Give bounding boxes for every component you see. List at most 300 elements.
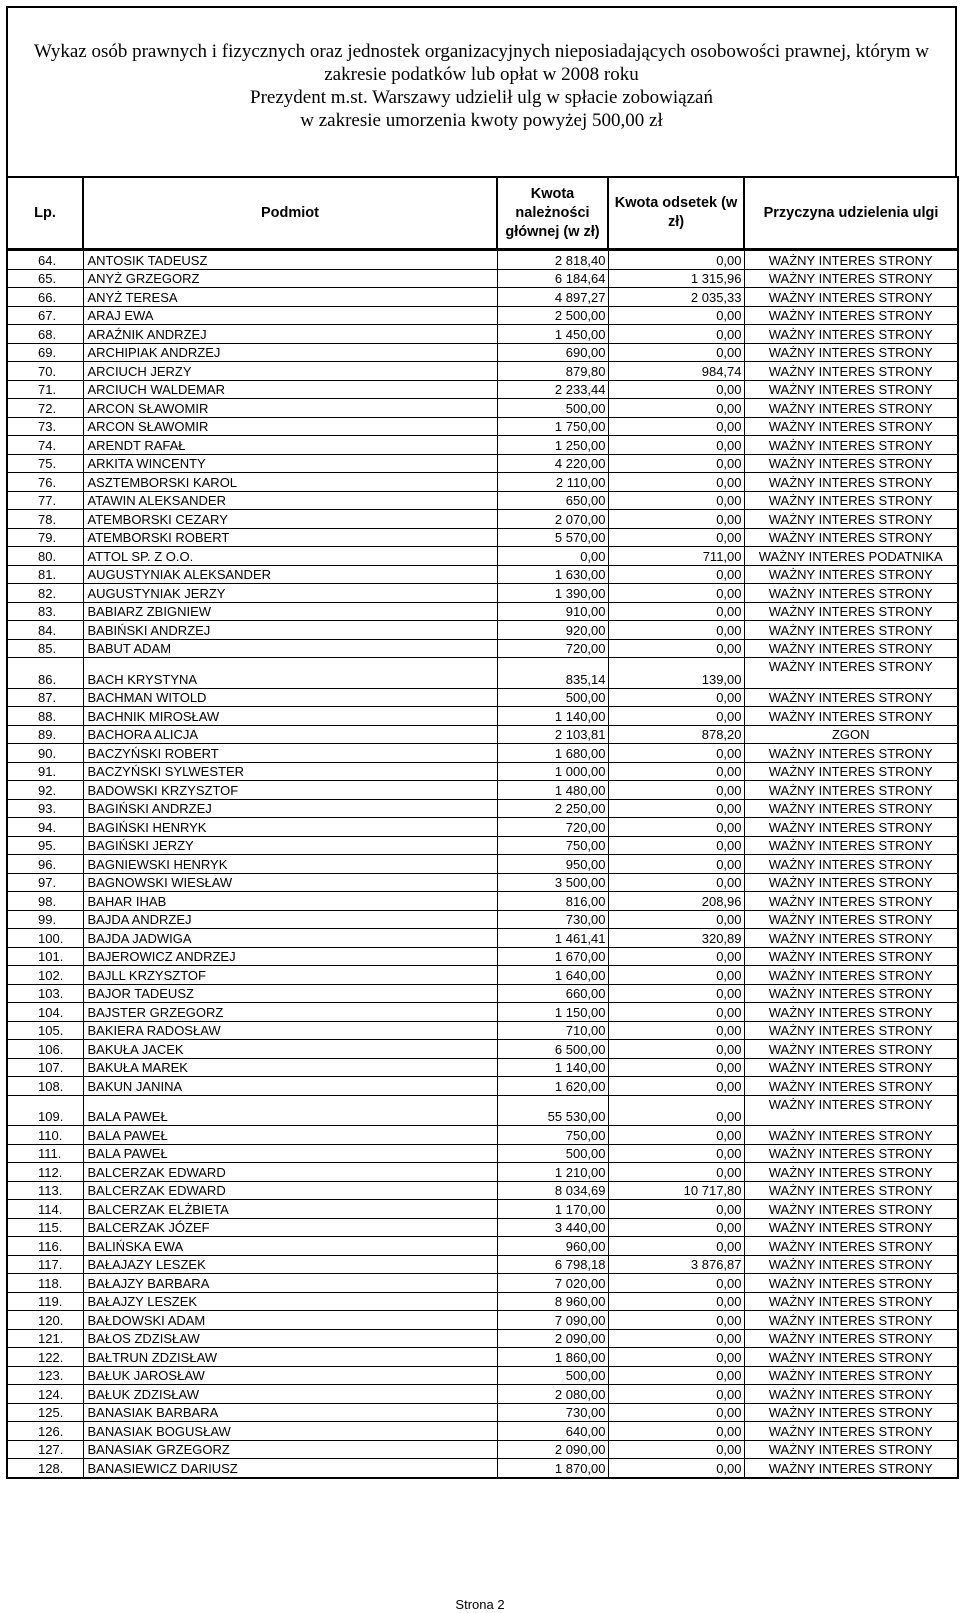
interest-amount: 0,00 <box>608 1058 744 1077</box>
relief-reason: WAŻNY INTERES STRONY <box>744 269 958 288</box>
row-number: 90. <box>7 744 83 763</box>
table-row <box>7 1440 958 1459</box>
row-number: 102. <box>7 966 83 985</box>
relief-reason: WAŻNY INTERES STRONY <box>744 343 958 362</box>
interest-amount: 0,00 <box>608 491 744 510</box>
subject-name: BACZYŃSKI SYLWESTER <box>83 762 497 781</box>
table-row <box>7 1366 958 1385</box>
row-number: 110. <box>7 1126 83 1145</box>
subject-name: BAJOR TADEUSZ <box>83 984 497 1003</box>
row-number: 79. <box>7 528 83 547</box>
principal-amount: 950,00 <box>497 855 608 874</box>
subject-name: BAKIERA RADOSŁAW <box>83 1021 497 1040</box>
principal-amount: 1 450,00 <box>497 325 608 344</box>
table-row <box>7 306 958 325</box>
table-row <box>7 436 958 455</box>
row-number: 101. <box>7 947 83 966</box>
principal-amount: 816,00 <box>497 892 608 911</box>
interest-amount: 0,00 <box>608 1095 744 1126</box>
row-number: 95. <box>7 836 83 855</box>
relief-reason: WAŻNY INTERES STRONY <box>744 1274 958 1293</box>
principal-amount: 2 233,44 <box>497 380 608 399</box>
relief-reason: WAŻNY INTERES STRONY <box>744 1311 958 1330</box>
interest-amount: 0,00 <box>608 1040 744 1059</box>
principal-amount: 2 070,00 <box>497 510 608 529</box>
relief-reason: WAŻNY INTERES STRONY <box>744 251 958 270</box>
table-row <box>7 1163 958 1182</box>
row-number: 77. <box>7 491 83 510</box>
interest-amount: 0,00 <box>608 306 744 325</box>
relief-reason: WAŻNY INTERES STRONY <box>744 1218 958 1237</box>
table-row <box>7 1237 958 1256</box>
row-number: 92. <box>7 781 83 800</box>
principal-amount: 2 080,00 <box>497 1385 608 1404</box>
interest-amount: 0,00 <box>608 1003 744 1022</box>
relief-reason: WAŻNY INTERES STRONY <box>744 584 958 603</box>
row-number: 93. <box>7 799 83 818</box>
document-page <box>6 6 957 1479</box>
interest-amount: 0,00 <box>608 1422 744 1441</box>
table-row <box>7 836 958 855</box>
relief-reason: WAŻNY INTERES STRONY <box>744 1366 958 1385</box>
table-row <box>7 565 958 584</box>
relief-reason: WAŻNY INTERES STRONY <box>744 1348 958 1367</box>
principal-amount: 1 480,00 <box>497 781 608 800</box>
row-number: 99. <box>7 910 83 929</box>
relief-reason: WAŻNY INTERES STRONY <box>744 1095 958 1126</box>
subject-name: BAGIŃSKI ANDRZEJ <box>83 799 497 818</box>
row-number: 124. <box>7 1385 83 1404</box>
row-number: 97. <box>7 873 83 892</box>
title-line-3: Prezydent m.st. Warszawy udzielił ulg w spłacie zobowiązań <box>250 87 713 108</box>
relief-reason: WAŻNY INTERES STRONY <box>744 380 958 399</box>
principal-amount: 500,00 <box>497 399 608 418</box>
interest-amount: 0,00 <box>608 818 744 837</box>
principal-amount: 7 090,00 <box>497 1311 608 1330</box>
principal-amount: 710,00 <box>497 1021 608 1040</box>
interest-amount: 0,00 <box>608 1126 744 1145</box>
table-row <box>7 417 958 436</box>
principal-amount: 4 897,27 <box>497 288 608 307</box>
interest-amount: 0,00 <box>608 1366 744 1385</box>
table-row <box>7 325 958 344</box>
subject-name: ARAŹNIK ANDRZEJ <box>83 325 497 344</box>
interest-amount: 3 876,87 <box>608 1255 744 1274</box>
interest-amount: 0,00 <box>608 621 744 640</box>
table-row <box>7 1200 958 1219</box>
subject-name: BACHMAN WITOLD <box>83 688 497 707</box>
table-row <box>7 510 958 529</box>
principal-amount: 720,00 <box>497 639 608 658</box>
interest-amount: 0,00 <box>608 1021 744 1040</box>
row-number: 68. <box>7 325 83 344</box>
row-number: 64. <box>7 251 83 270</box>
table-row <box>7 528 958 547</box>
interest-amount: 0,00 <box>608 1163 744 1182</box>
principal-amount: 1 150,00 <box>497 1003 608 1022</box>
interest-amount: 0,00 <box>608 1237 744 1256</box>
row-number: 73. <box>7 417 83 436</box>
interest-amount: 0,00 <box>608 1077 744 1096</box>
interest-amount: 984,74 <box>608 362 744 381</box>
subject-name: BAGIŃSKI HENRYK <box>83 818 497 837</box>
relief-reason: WAŻNY INTERES STRONY <box>744 947 958 966</box>
interest-amount: 0,00 <box>608 510 744 529</box>
relief-reason: WAŻNY INTERES STRONY <box>744 399 958 418</box>
interest-amount: 0,00 <box>608 528 744 547</box>
interest-amount: 0,00 <box>608 380 744 399</box>
interest-amount: 0,00 <box>608 947 744 966</box>
row-number: 117. <box>7 1255 83 1274</box>
principal-amount: 1 210,00 <box>497 1163 608 1182</box>
interest-amount: 0,00 <box>608 873 744 892</box>
relief-reason: WAŻNY INTERES STRONY <box>744 744 958 763</box>
relief-reason: WAŻNY INTERES STRONY <box>744 639 958 658</box>
table-row <box>7 621 958 640</box>
table-row <box>7 473 958 492</box>
interest-amount: 0,00 <box>608 984 744 1003</box>
principal-amount: 1 630,00 <box>497 565 608 584</box>
interest-amount: 0,00 <box>608 855 744 874</box>
row-number: 88. <box>7 707 83 726</box>
header-kwota-odsetek: Kwota odsetek (w zł) <box>608 177 744 249</box>
row-number: 103. <box>7 984 83 1003</box>
subject-name: BAGNIEWSKI HENRYK <box>83 855 497 874</box>
interest-amount: 2 035,33 <box>608 288 744 307</box>
relief-reason: WAŻNY INTERES STRONY <box>744 1003 958 1022</box>
relief-reason: WAŻNY INTERES STRONY <box>744 799 958 818</box>
table-row <box>7 799 958 818</box>
table-row <box>7 966 958 985</box>
interest-amount: 0,00 <box>608 799 744 818</box>
interest-amount: 0,00 <box>608 762 744 781</box>
title-line-1: Wykaz osób prawnych i fizycznych oraz jednostek organizacyjnych nieposiadających osobowości prawnej, którym w <box>34 41 929 62</box>
subject-name: BANASIAK BARBARA <box>83 1403 497 1422</box>
table-row <box>7 1095 958 1126</box>
title-line-4: w zakresie umorzenia kwoty powyżej 500,00 zł <box>300 110 663 131</box>
row-number: 122. <box>7 1348 83 1367</box>
table-row <box>7 1021 958 1040</box>
relief-reason: WAŻNY INTERES STRONY <box>744 855 958 874</box>
relief-reason: WAŻNY INTERES STRONY <box>744 1021 958 1040</box>
principal-amount: 690,00 <box>497 343 608 362</box>
relief-reason: WAŻNY INTERES STRONY <box>744 873 958 892</box>
relief-reason: WAŻNY INTERES STRONY <box>744 1181 958 1200</box>
subject-name: ARCON SŁAWOMIR <box>83 399 497 418</box>
interest-amount: 0,00 <box>608 639 744 658</box>
row-number: 87. <box>7 688 83 707</box>
title-line-2: zakresie podatków lub opłat w 2008 roku <box>324 64 639 85</box>
relief-reason: WAŻNY INTERES STRONY <box>744 781 958 800</box>
principal-amount: 1 860,00 <box>497 1348 608 1367</box>
subject-name: BABIARZ ZBIGNIEW <box>83 602 497 621</box>
subject-name: BANASIEWICZ DARIUSZ <box>83 1459 497 1478</box>
relief-reason: WAŻNY INTERES STRONY <box>744 1459 958 1478</box>
table-row <box>7 873 958 892</box>
row-number: 67. <box>7 306 83 325</box>
row-number: 125. <box>7 1403 83 1422</box>
document-title <box>6 6 957 176</box>
subject-name: BAŁUK ZDZISŁAW <box>83 1385 497 1404</box>
subject-name: BAKUN JANINA <box>83 1077 497 1096</box>
principal-amount: 3 500,00 <box>497 873 608 892</box>
principal-amount: 2 500,00 <box>497 306 608 325</box>
relief-reason: WAŻNY INTERES STRONY <box>744 1385 958 1404</box>
relief-reason: WAŻNY INTERES STRONY <box>744 707 958 726</box>
subject-name: BAHAR IHAB <box>83 892 497 911</box>
subject-name: ASZTEMBORSKI KAROL <box>83 473 497 492</box>
subject-name: BADOWSKI KRZYSZTOF <box>83 781 497 800</box>
subject-name: BALCERZAK EDWARD <box>83 1163 497 1182</box>
interest-amount: 0,00 <box>608 1329 744 1348</box>
row-number: 69. <box>7 343 83 362</box>
interest-amount: 320,89 <box>608 929 744 948</box>
row-number: 127. <box>7 1440 83 1459</box>
header-podmiot: Podmiot <box>83 177 497 249</box>
subject-name: BAKUŁA JACEK <box>83 1040 497 1059</box>
table-row <box>7 547 958 566</box>
relief-reason: WAŻNY INTERES PODATNIKA <box>744 547 958 566</box>
subject-name: BAJDA JADWIGA <box>83 929 497 948</box>
subject-name: BAŁAJZY LESZEK <box>83 1292 497 1311</box>
row-number: 112. <box>7 1163 83 1182</box>
row-number: 75. <box>7 454 83 473</box>
interest-amount: 0,00 <box>608 707 744 726</box>
table-row <box>7 688 958 707</box>
row-number: 94. <box>7 818 83 837</box>
table-header <box>6 176 959 250</box>
subject-name: ARCHIPIAK ANDRZEJ <box>83 343 497 362</box>
subject-name: BALA PAWEŁ <box>83 1126 497 1145</box>
row-number: 72. <box>7 399 83 418</box>
row-number: 85. <box>7 639 83 658</box>
table-row <box>7 1459 958 1478</box>
data-table <box>6 250 959 1479</box>
row-number: 119. <box>7 1292 83 1311</box>
principal-amount: 835,14 <box>497 658 608 689</box>
row-number: 82. <box>7 584 83 603</box>
table-row <box>7 1348 958 1367</box>
relief-reason: WAŻNY INTERES STRONY <box>744 602 958 621</box>
table-row <box>7 744 958 763</box>
relief-reason: WAŻNY INTERES STRONY <box>744 1200 958 1219</box>
principal-amount: 1 461,41 <box>497 929 608 948</box>
table-row <box>7 1385 958 1404</box>
subject-name: BAŁDOWSKI ADAM <box>83 1311 497 1330</box>
principal-amount: 1 670,00 <box>497 947 608 966</box>
subject-name: BALCERZAK ELŻBIETA <box>83 1200 497 1219</box>
subject-name: ARENDT RAFAŁ <box>83 436 497 455</box>
subject-name: BACZYŃSKI ROBERT <box>83 744 497 763</box>
row-number: 104. <box>7 1003 83 1022</box>
subject-name: ARAJ EWA <box>83 306 497 325</box>
row-number: 123. <box>7 1366 83 1385</box>
row-number: 100. <box>7 929 83 948</box>
table-row <box>7 910 958 929</box>
relief-reason: WAŻNY INTERES STRONY <box>744 1126 958 1145</box>
principal-amount: 650,00 <box>497 491 608 510</box>
table-row <box>7 269 958 288</box>
principal-amount: 1 170,00 <box>497 1200 608 1219</box>
interest-amount: 0,00 <box>608 399 744 418</box>
interest-amount: 0,00 <box>608 1218 744 1237</box>
subject-name: BACHORA ALICJA <box>83 725 497 744</box>
relief-reason: WAŻNY INTERES STRONY <box>744 565 958 584</box>
principal-amount: 750,00 <box>497 1126 608 1145</box>
principal-amount: 879,80 <box>497 362 608 381</box>
table-row <box>7 343 958 362</box>
relief-reason: WAŻNY INTERES STRONY <box>744 306 958 325</box>
relief-reason: WAŻNY INTERES STRONY <box>744 1163 958 1182</box>
table-row <box>7 251 958 270</box>
subject-name: BAŁUK JAROSŁAW <box>83 1366 497 1385</box>
relief-reason: WAŻNY INTERES STRONY <box>744 362 958 381</box>
relief-reason: WAŻNY INTERES STRONY <box>744 491 958 510</box>
interest-amount: 0,00 <box>608 436 744 455</box>
table-row <box>7 1144 958 1163</box>
row-number: 78. <box>7 510 83 529</box>
principal-amount: 720,00 <box>497 818 608 837</box>
relief-reason: WAŻNY INTERES STRONY <box>744 929 958 948</box>
interest-amount: 0,00 <box>608 565 744 584</box>
table-row <box>7 892 958 911</box>
principal-amount: 1 140,00 <box>497 707 608 726</box>
interest-amount: 0,00 <box>608 688 744 707</box>
subject-name: ATTOL SP. Z O.O. <box>83 547 497 566</box>
header-przyczyna: Przyczyna udzielenia ulgi <box>744 177 958 249</box>
relief-reason: WAŻNY INTERES STRONY <box>744 1329 958 1348</box>
table-row <box>7 707 958 726</box>
principal-amount: 1 750,00 <box>497 417 608 436</box>
table-row <box>7 454 958 473</box>
interest-amount: 0,00 <box>608 343 744 362</box>
principal-amount: 2 090,00 <box>497 1329 608 1348</box>
interest-amount: 1 315,96 <box>608 269 744 288</box>
row-number: 111. <box>7 1144 83 1163</box>
relief-reason: WAŻNY INTERES STRONY <box>744 910 958 929</box>
table-row <box>7 1077 958 1096</box>
interest-amount: 0,00 <box>608 966 744 985</box>
subject-name: ATAWIN ALEKSANDER <box>83 491 497 510</box>
row-number: 98. <box>7 892 83 911</box>
interest-amount: 139,00 <box>608 658 744 689</box>
principal-amount: 920,00 <box>497 621 608 640</box>
principal-amount: 2 090,00 <box>497 1440 608 1459</box>
table-row <box>7 1292 958 1311</box>
row-number: 128. <box>7 1459 83 1478</box>
header-kwota-naleznosci: Kwota należności głównej (w zł) <box>497 177 608 249</box>
relief-reason: WAŻNY INTERES STRONY <box>744 818 958 837</box>
principal-amount: 8 960,00 <box>497 1292 608 1311</box>
subject-name: BABIŃSKI ANDRZEJ <box>83 621 497 640</box>
subject-name: BALCERZAK JÓZEF <box>83 1218 497 1237</box>
row-number: 65. <box>7 269 83 288</box>
interest-amount: 0,00 <box>608 781 744 800</box>
row-number: 89. <box>7 725 83 744</box>
row-number: 83. <box>7 602 83 621</box>
interest-amount: 0,00 <box>608 1348 744 1367</box>
subject-name: BAKUŁA MAREK <box>83 1058 497 1077</box>
relief-reason: WAŻNY INTERES STRONY <box>744 1077 958 1096</box>
table-row <box>7 1058 958 1077</box>
interest-amount: 0,00 <box>608 910 744 929</box>
subject-name: ATEMBORSKI CEZARY <box>83 510 497 529</box>
subject-name: ARCON SŁAWOMIR <box>83 417 497 436</box>
interest-amount: 0,00 <box>608 1385 744 1404</box>
principal-amount: 1 000,00 <box>497 762 608 781</box>
interest-amount: 0,00 <box>608 1292 744 1311</box>
subject-name: BAJLL KRZYSZTOF <box>83 966 497 985</box>
table-row <box>7 1255 958 1274</box>
relief-reason: ZGON <box>744 725 958 744</box>
row-number: 81. <box>7 565 83 584</box>
relief-reason: WAŻNY INTERES STRONY <box>744 1058 958 1077</box>
interest-amount: 0,00 <box>608 744 744 763</box>
row-number: 106. <box>7 1040 83 1059</box>
relief-reason: WAŻNY INTERES STRONY <box>744 836 958 855</box>
relief-reason: WAŻNY INTERES STRONY <box>744 658 958 689</box>
relief-reason: WAŻNY INTERES STRONY <box>744 1422 958 1441</box>
interest-amount: 208,96 <box>608 892 744 911</box>
row-number: 96. <box>7 855 83 874</box>
row-number: 84. <box>7 621 83 640</box>
subject-name: AUGUSTYNIAK ALEKSANDER <box>83 565 497 584</box>
interest-amount: 0,00 <box>608 417 744 436</box>
subject-name: ANYŻ TERESA <box>83 288 497 307</box>
subject-name: BAJSTER GRZEGORZ <box>83 1003 497 1022</box>
principal-amount: 0,00 <box>497 547 608 566</box>
table-row <box>7 658 958 689</box>
relief-reason: WAŻNY INTERES STRONY <box>744 288 958 307</box>
relief-reason: WAŻNY INTERES STRONY <box>744 1292 958 1311</box>
principal-amount: 500,00 <box>497 1144 608 1163</box>
table-row <box>7 1311 958 1330</box>
relief-reason: WAŻNY INTERES STRONY <box>744 966 958 985</box>
subject-name: BACHNIK MIROSŁAW <box>83 707 497 726</box>
interest-amount: 0,00 <box>608 584 744 603</box>
row-number: 114. <box>7 1200 83 1219</box>
principal-amount: 1 640,00 <box>497 966 608 985</box>
principal-amount: 2 818,40 <box>497 251 608 270</box>
row-number: 91. <box>7 762 83 781</box>
principal-amount: 640,00 <box>497 1422 608 1441</box>
table-row <box>7 1040 958 1059</box>
page-number: Strona 2 <box>455 1597 505 1612</box>
interest-amount: 0,00 <box>608 473 744 492</box>
subject-name: ANTOSIK TADEUSZ <box>83 251 497 270</box>
subject-name: BANASIAK GRZEGORZ <box>83 1440 497 1459</box>
row-number: 86. <box>7 658 83 689</box>
relief-reason: WAŻNY INTERES STRONY <box>744 436 958 455</box>
principal-amount: 8 034,69 <box>497 1181 608 1200</box>
subject-name: BAŁAJZY BARBARA <box>83 1274 497 1293</box>
principal-amount: 2 250,00 <box>497 799 608 818</box>
relief-reason: WAŻNY INTERES STRONY <box>744 621 958 640</box>
relief-reason: WAŻNY INTERES STRONY <box>744 892 958 911</box>
row-number: 108. <box>7 1077 83 1096</box>
row-number: 80. <box>7 547 83 566</box>
principal-amount: 4 220,00 <box>497 454 608 473</box>
relief-reason: WAŻNY INTERES STRONY <box>744 762 958 781</box>
principal-amount: 2 110,00 <box>497 473 608 492</box>
table-row <box>7 818 958 837</box>
subject-name: BALCERZAK EDWARD <box>83 1181 497 1200</box>
table-row <box>7 984 958 1003</box>
table-row <box>7 1181 958 1200</box>
row-number: 126. <box>7 1422 83 1441</box>
subject-name: BAŁOS ZDZISŁAW <box>83 1329 497 1348</box>
subject-name: BAJEROWICZ ANDRZEJ <box>83 947 497 966</box>
